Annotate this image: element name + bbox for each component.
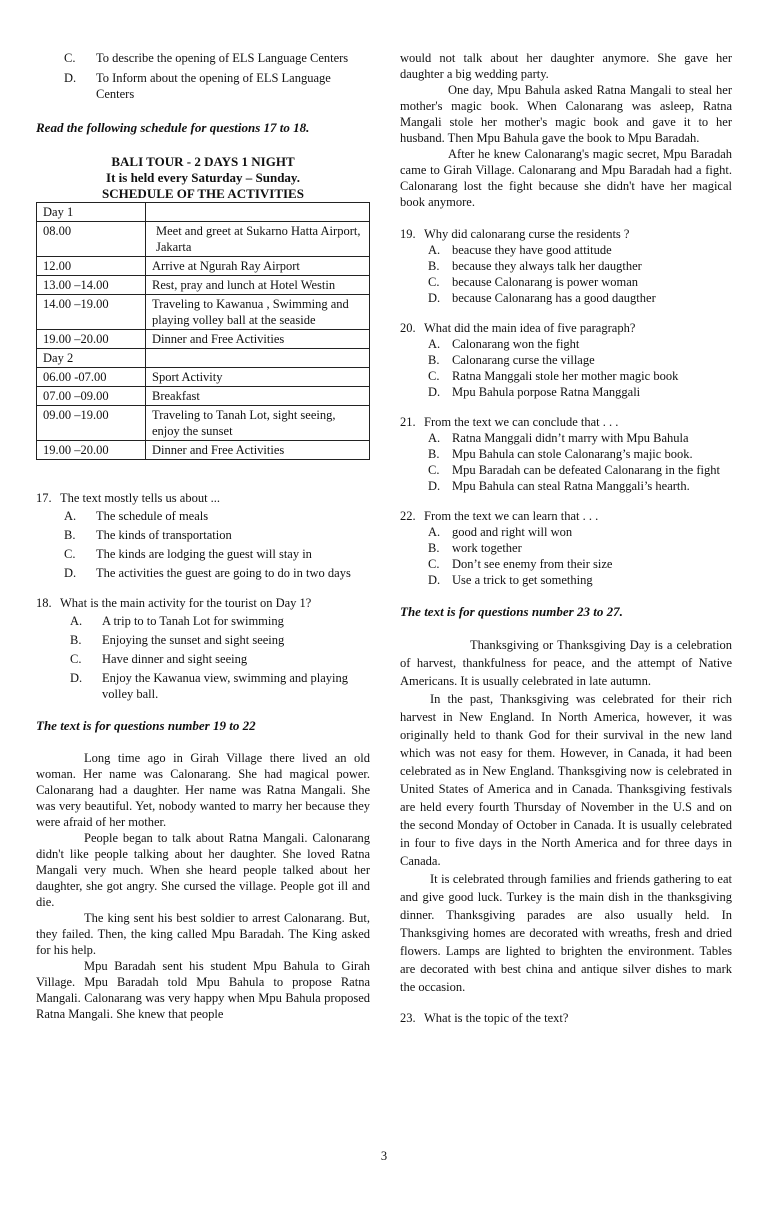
option-text: Ratna Manggali stole her mother magic book bbox=[452, 369, 679, 383]
option-letter: D. bbox=[428, 479, 441, 493]
schedule-activity: Dinner and Free Activities bbox=[146, 441, 370, 460]
option-text: Don’t see enemy from their size bbox=[452, 557, 613, 571]
schedule-activity bbox=[146, 349, 370, 368]
option-letter: C. bbox=[64, 547, 76, 561]
answer-option bbox=[400, 290, 732, 306]
answer-option bbox=[400, 446, 732, 462]
option-letter: D. bbox=[428, 573, 441, 587]
option-letter: D. bbox=[428, 291, 441, 305]
story-paragraph: Long time ago in Girah Village there lived an old woman. Her name was Calonarang. She had magical power. Calonarang had a daughter. Her name was Ratna Mangali. She was very beautiful. Yet, nobody wanted to marry her because they were afraid of her mother. bbox=[36, 751, 370, 829]
option-text: good and right will won bbox=[452, 525, 573, 539]
option-letter: B. bbox=[428, 447, 440, 461]
schedule-title: BALI TOUR - 2 DAYS 1 NIGHT It is held every Saturday – Sunday. SCHEDULE OF THE ACTIVITIES bbox=[102, 154, 304, 201]
answer-option bbox=[36, 565, 370, 581]
option-text: Ratna Manggali didn’t marry with Mpu Bahula bbox=[452, 431, 689, 445]
option-letter: C. bbox=[428, 557, 440, 571]
option-text: Calonarang won the fight bbox=[452, 337, 580, 351]
option-letter: B. bbox=[428, 259, 440, 273]
schedule-activity: Breakfast bbox=[146, 387, 370, 406]
answer-option bbox=[36, 613, 370, 629]
schedule-time: Day 1 bbox=[37, 203, 146, 222]
schedule-time: 08.00 bbox=[37, 222, 146, 257]
question-19: 19. Why did calonarang curse the residents ? A. beacuse they have good attitude B. because they always talk her daugther C. because Calonarang is power woman D. because Calonarang has a good daugther bbox=[400, 226, 732, 306]
schedule-row bbox=[37, 406, 370, 441]
option-text: Enjoy the Kawanua view, swimming and playing volley ball. bbox=[102, 671, 349, 701]
option-text: beacuse they have good attitude bbox=[452, 243, 612, 257]
option-text: because Calonarang is power woman bbox=[452, 275, 639, 289]
answer-option bbox=[400, 258, 732, 274]
option-text: The kinds of transportation bbox=[96, 528, 232, 542]
schedule-time: 14.00 –19.00 bbox=[37, 295, 146, 330]
answer-option bbox=[400, 352, 732, 368]
schedule-row bbox=[37, 387, 370, 406]
schedule-row bbox=[37, 330, 370, 349]
option-letter: A. bbox=[428, 431, 441, 445]
thanksgiving-intro: The text is for questions number 23 to 27. bbox=[400, 604, 623, 619]
schedule-time: 19.00 –20.00 bbox=[37, 441, 146, 460]
answer-option bbox=[400, 430, 732, 446]
option-text: Mpu Bahula can steal Ratna Manggali’s hearth. bbox=[452, 479, 690, 493]
schedule-time: 19.00 –20.00 bbox=[37, 330, 146, 349]
answer-option bbox=[400, 462, 732, 478]
option-text: Use a trick to get something bbox=[452, 573, 593, 587]
question-18: 18. What is the main activity for the tourist on Day 1? A. A trip to to Tanah Lot for swimming B. Enjoying the sunset and sight seeing C. Have dinner and sight seeing D. Enjoy the Kawanua view, swimming and playing volley ball. bbox=[36, 595, 370, 702]
schedule-row bbox=[37, 257, 370, 276]
story-paragraph: People began to talk about Ratna Mangali. Calonarang didn't like people talking about her daughter. She loved Ratna Mangali very much. When she heard people talked about her daughter, she got angry. She cursed the village. People got ill and die. bbox=[36, 831, 370, 909]
option-letter: C. bbox=[428, 369, 440, 383]
schedule-row bbox=[37, 368, 370, 387]
answer-option bbox=[400, 368, 732, 384]
option-letter: D. bbox=[70, 671, 83, 685]
schedule-row bbox=[37, 222, 370, 257]
schedule-activity: Traveling to Kawanua , Swimming and playing volley ball at the seaside bbox=[146, 295, 370, 330]
schedule-time: 12.00 bbox=[37, 257, 146, 276]
schedule-row bbox=[37, 276, 370, 295]
question-21: 21. From the text we can conclude that . . . A. Ratna Manggali didn’t marry with Mpu Bahula B. Mpu Bahula can stole Calonarang’s majic book. C. Mpu Baradah can be defeated Calonarang in the fight D. Mpu Bahula can steal Ratna Manggali’s hearth. bbox=[400, 414, 732, 494]
option-letter: C. bbox=[70, 652, 82, 666]
option-text: A trip to to Tanah Lot for swimming bbox=[102, 614, 284, 628]
option-letter: C. bbox=[428, 275, 440, 289]
option-letter: B. bbox=[70, 633, 82, 647]
schedule-table bbox=[36, 202, 370, 460]
answer-option bbox=[400, 336, 732, 352]
schedule-time: Day 2 bbox=[37, 349, 146, 368]
answer-option bbox=[400, 524, 732, 540]
option-letter: B. bbox=[428, 541, 440, 555]
answer-option bbox=[400, 384, 732, 400]
schedule-time: 06.00 -07.00 bbox=[37, 368, 146, 387]
story-paragraph: Mpu Baradah sent his student Mpu Bahula to Girah Village. Mpu Baradah told Mpu Bahula to propose Ratna Mangali. Calonarang was very happy when Mpu Bahula proposed Ratna Mangali. She knew that people bbox=[36, 959, 370, 1021]
option-letter: B. bbox=[64, 528, 76, 542]
option-letter: A. bbox=[428, 525, 441, 539]
answer-option bbox=[400, 556, 732, 572]
option-letter: D. bbox=[64, 566, 77, 580]
option-letter: A. bbox=[428, 337, 441, 351]
answer-option bbox=[36, 651, 370, 667]
option-text: Calonarang curse the village bbox=[452, 353, 595, 367]
answer-option bbox=[400, 572, 732, 588]
option-text: The kinds are lodging the guest will stay in bbox=[96, 547, 312, 561]
schedule-activity bbox=[146, 203, 370, 222]
story-text-left bbox=[36, 750, 370, 1022]
option-text: work together bbox=[452, 541, 522, 555]
answer-option bbox=[400, 242, 732, 258]
schedule-time: 13.00 –14.00 bbox=[37, 276, 146, 295]
option-text: Have dinner and sight seeing bbox=[102, 652, 248, 666]
right-column bbox=[400, 50, 732, 1026]
option-letter: D. bbox=[428, 385, 441, 399]
schedule-row bbox=[37, 349, 370, 368]
option-text: because Calonarang has a good daugther bbox=[452, 291, 656, 305]
schedule-activity: Sport Activity bbox=[146, 368, 370, 387]
option-text: The schedule of meals bbox=[96, 509, 209, 523]
schedule-activity: Traveling to Tanah Lot, sight seeing, enjoy the sunset bbox=[146, 406, 370, 441]
thanksgiving-text bbox=[400, 636, 732, 996]
thanksgiving-paragraph: It is celebrated through families and friends gathering to eat and give good luck. Turkey is the main dish in the thanksgiving dinner. Thanksgiving parades are also usually held. In Thanksgiving homes are decorated with wreaths, fresh and dried flowers. Lamps are lighted to brighten the environment. Tables are decorated with best china and antique silver dishes to mark the occasion. bbox=[400, 872, 732, 994]
thanksgiving-paragraph: Thanksgiving or Thanksgiving Day is a celebration of harvest, thankfulness for peace, and the attempt of Native Americans. It is usually celebrated in late autumn. bbox=[400, 638, 732, 688]
question-22: 22. From the text we can learn that . . . A. good and right will won B. work together C. Don’t see enemy from their size D. Use a trick to get something bbox=[400, 508, 732, 588]
option-letter: A. bbox=[428, 243, 441, 257]
answer-option bbox=[36, 632, 370, 648]
schedule-activity: Meet and greet at Sukarno Hatta Airport, Jakarta bbox=[146, 222, 370, 257]
option-text: Mpu Bahula porpose Ratna Manggali bbox=[452, 385, 641, 399]
left-column bbox=[36, 50, 370, 1022]
answer-option bbox=[400, 540, 732, 556]
option-text: because they always talk her daugther bbox=[452, 259, 642, 273]
question-20: 20. What did the main idea of five paragraph? A. Calonarang won the fight B. Calonarang curse the village C. Ratna Manggali stole her mother magic book D. Mpu Bahula porpose Ratna Manggali bbox=[400, 320, 732, 400]
option-text: Enjoying the sunset and sight seeing bbox=[102, 633, 285, 647]
schedule-activity: Arrive at Ngurah Ray Airport bbox=[146, 257, 370, 276]
option-letter: A. bbox=[70, 614, 83, 628]
schedule-row bbox=[37, 295, 370, 330]
schedule-row bbox=[37, 441, 370, 460]
option-d: D. To Inform about the opening of ELS Language Centers bbox=[64, 71, 331, 101]
story-paragraph: would not talk about her daughter anymore. She gave her daughter a big wedding party. bbox=[400, 51, 732, 81]
option-text: Mpu Baradah can be defeated Calonarang in the fight bbox=[452, 463, 720, 477]
story-intro: The text is for questions number 19 to 22 bbox=[36, 718, 256, 733]
answer-option bbox=[400, 274, 732, 290]
answer-option bbox=[400, 478, 732, 494]
option-text: The activities the guest are going to do in two days bbox=[96, 566, 351, 580]
schedule-time: 07.00 –09.00 bbox=[37, 387, 146, 406]
answer-option bbox=[36, 546, 370, 562]
top-options bbox=[36, 50, 370, 102]
question-17: 17. The text mostly tells us about ... A. The schedule of meals B. The kinds of transportation C. The kinds are lodging the guest will stay in D. The activities the guest are going to do in two days bbox=[36, 490, 370, 581]
page-number: 3 bbox=[380, 1149, 388, 1163]
answer-option bbox=[36, 670, 370, 702]
schedule-activity: Dinner and Free Activities bbox=[146, 330, 370, 349]
story-paragraph: After he knew Calonarang's magic secret, Mpu Baradah came to Girah Village. Calonarang and Mpu Baradah had a fight. Calonarang lost the fight because she didn't have her magical book anymore. bbox=[400, 147, 732, 209]
question-23: 23. What is the topic of the text? bbox=[400, 1011, 569, 1025]
option-c: C. To describe the opening of ELS Language Centers bbox=[64, 51, 349, 65]
option-text: Mpu Bahula can stole Calonarang’s majic book. bbox=[452, 447, 693, 461]
option-letter: A. bbox=[64, 509, 77, 523]
schedule-time: 09.00 –19.00 bbox=[37, 406, 146, 441]
thanksgiving-paragraph: In the past, Thanksgiving was celebrated for their rich harvest in New England. In North America, however, it was originally held to thank God for their survival in the new land which was not easy for them. However, in Canada, it had been celebrated as in New England. Thanksgiving now is celebrated in United States of America and in Canada. Thanksgiving festivals are held every fourth Thursday of November in the U.S and on the second Monday of October in Canada. It is usually celebrated in four to five days in the North America and for three days in Canada. bbox=[400, 692, 732, 868]
option-letter: B. bbox=[428, 353, 440, 367]
answer-option bbox=[36, 508, 370, 524]
story-paragraph: One day, Mpu Bahula asked Ratna Mangali to steal her mother's magic book. When Calonarang was asleep, Ratna Mangali stole her mother's magic book and gave it to her husband. Then Mpu Bahula gave the book to Mpu Baradah. bbox=[400, 83, 732, 145]
schedule-row bbox=[37, 203, 370, 222]
schedule-activity: Rest, pray and lunch at Hotel Westin bbox=[146, 276, 370, 295]
story-paragraph: The king sent his best soldier to arrest Calonarang. But, they failed. Then, the king called Mpu Baradah. The King asked for his help. bbox=[36, 911, 370, 957]
answer-option bbox=[36, 527, 370, 543]
schedule-intro: Read the following schedule for questions 17 to 18. bbox=[36, 120, 310, 135]
option-letter: C. bbox=[428, 463, 440, 477]
story-text-right bbox=[400, 50, 732, 210]
